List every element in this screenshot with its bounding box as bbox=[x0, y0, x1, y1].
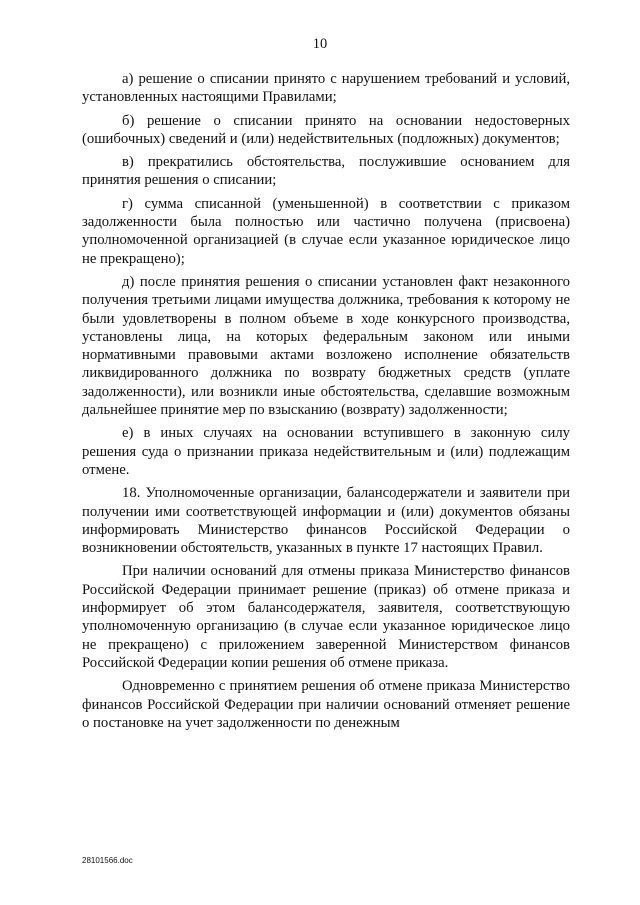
paragraph-clause-18: 18. Уполномоченные организации, балансодержатели и заявители при получении ими соответствующей информации и (или) документов обязаны информировать Министерство финансов Российской Федерации о возникновении обстоятельств, указанных в пункте 17 настоящих Правил. bbox=[82, 485, 570, 557]
footer-filename: 28101566.doc bbox=[82, 856, 133, 865]
paragraph-item-a: а) решение о списании принято с нарушением требований и условий, установленных настоящими Правилами; bbox=[82, 71, 570, 106]
paragraph-cancellation-decision: При наличии оснований для отмены приказа Министерство финансов Российской Федерации принимает решение (приказ) об отмене приказа и информирует об этом балансодержателя, заявителя, соответствующую уполномоченную организацию (в случае если указанное юридическое лицо не прекращено) с приложением заверенной Министерством финансов Российской Федерации копии решения об отмене приказа. bbox=[82, 563, 570, 671]
paragraph-item-e: е) в иных случаях на основании вступившего в законную силу решения суда о признании приказа недействительным и (или) подлежащим отмене. bbox=[82, 425, 570, 478]
paragraph-item-g: г) сумма списанной (уменьшенной) в соответствии с приказом задолженности была полностью или частично получена (присвоена) уполномоченной организацией (в случае если указанное юридическое лицо не прекращено); bbox=[82, 195, 570, 267]
paragraph-item-d: д) после принятия решения о списании установлен факт незаконного получения третьими лицами имущества должника, требования к которому не были удовлетворены в полном объеме в ходе конкурсного производства, установлены лица, на которых федеральным законом или иными нормативными правовыми актами возложено исполнение обязательств ликвидированного должника по возврату бюджетных средств (уплате задолженности), или возникли иные обстоятельства, сделавшие возможным дальнейшее принятие мер по взысканию (возврату) задолженности; bbox=[82, 273, 570, 419]
document-body bbox=[82, 70, 570, 732]
paragraph-item-v: в) прекратились обстоятельства, послужившие основанием для принятия решения о списании; bbox=[82, 154, 570, 189]
paragraph-item-b: б) решение о списании принято на основании недостоверных (ошибочных) сведений и (или) недействительных (подложных) документов; bbox=[82, 112, 570, 147]
paragraph-simultaneous-cancellation: Одновременно с принятием решения об отмене приказа Министерство финансов Российской Федерации при наличии оснований отменяет решение о постановке на учет задолженности по денежным bbox=[82, 678, 570, 731]
page-number: 10 bbox=[312, 36, 328, 52]
